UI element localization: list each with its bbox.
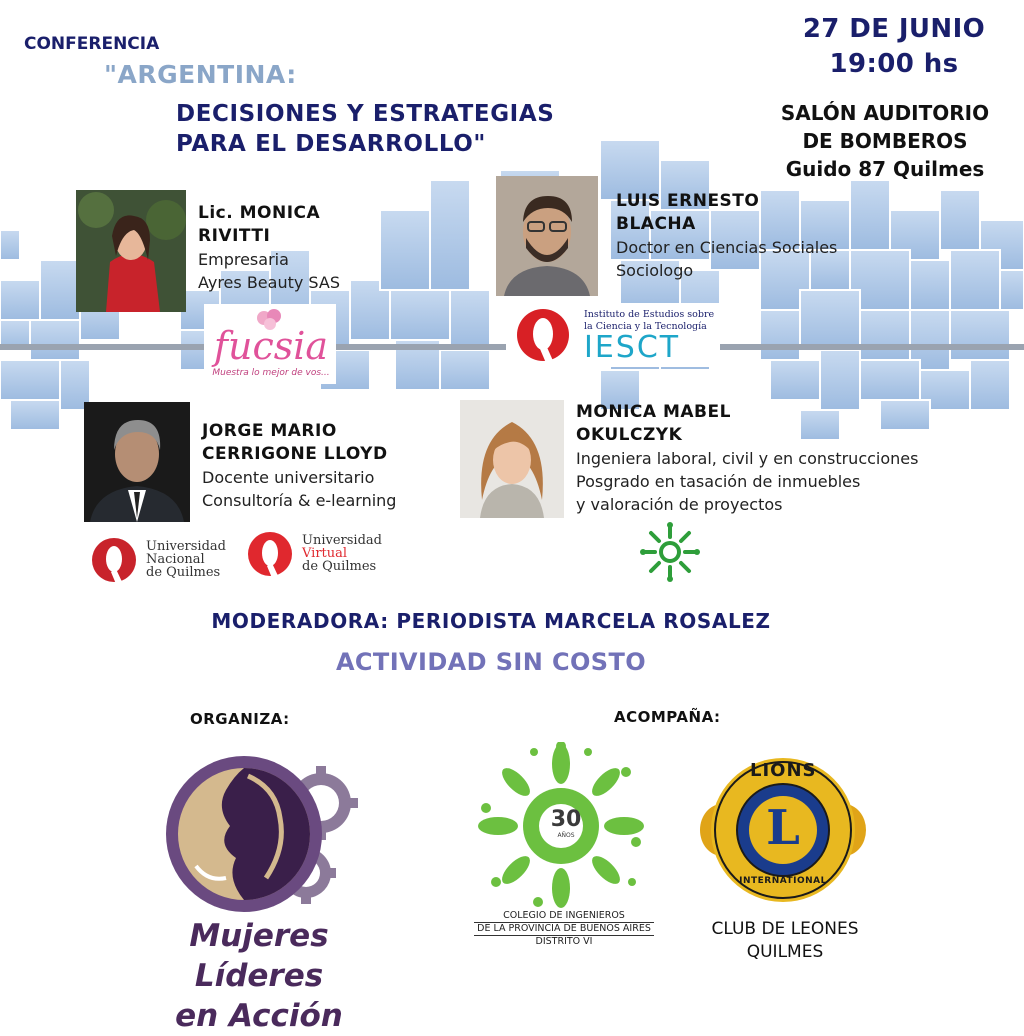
badge-word: AÑOS (557, 832, 575, 839)
speaker-desc-line1: Empresaria (198, 250, 289, 269)
event-date: 27 DE JUNIO (802, 14, 986, 44)
speaker-cerrigone (202, 420, 396, 512)
venue-line2: DE BOMBEROS (802, 129, 968, 153)
title-line1: "ARGENTINA: (104, 60, 297, 89)
speaker-name-line1: Lic. MONICA (198, 203, 321, 223)
speaker-photo-rivitti (76, 190, 186, 312)
iesct-line2: la Ciencia y la Tecnología (584, 321, 707, 332)
org-name-line1: Mujeres Líderes (189, 918, 329, 994)
colegio-line2: DE LA PROVINCIA DE BUENOS AIRES (474, 922, 654, 936)
speaker-rivitti (198, 202, 340, 294)
colegio-line3: DISTRITO VI (535, 936, 593, 947)
club-line1: CLUB DE LEONES (711, 919, 859, 939)
free-activity: ACTIVIDAD SIN COSTO (335, 648, 647, 676)
speaker-blacha (616, 190, 837, 282)
unq-logo (90, 536, 240, 586)
venue-line1: SALÓN AUDITORIO (780, 101, 990, 125)
acompana-label: ACOMPAÑA: (614, 708, 721, 726)
unq-line1: Universidad (146, 539, 226, 554)
uvq-line2: Virtual (302, 546, 348, 561)
speaker-name-line2: RIVITTI (198, 226, 271, 246)
lions-bottom-text: INTERNATIONAL (739, 876, 827, 886)
fucsia-tagline: Muestra lo mejor de vos... (212, 368, 330, 378)
moderator: MODERADORA: PERIODISTA MARCELA ROSALEZ (211, 609, 771, 633)
speaker-name-line1: MONICA MABEL (576, 402, 731, 422)
speaker-desc-line1: Ingeniera laboral, civil y en construcciones (576, 449, 919, 468)
event-time: 19:00 hs (829, 49, 959, 79)
colegio-name (474, 910, 654, 948)
badge-number: 30 (550, 807, 582, 832)
speaker-desc-line2: Consultoría & e-learning (202, 491, 397, 510)
event-datetime (780, 12, 1008, 82)
title-line2: DECISIONES Y ESTRATEGIAS (176, 101, 555, 127)
speaker-desc-line3: y valoración de proyectos (576, 495, 783, 514)
speaker-desc-line2: Sociologo (616, 261, 694, 280)
speaker-photo-blacha (496, 176, 598, 296)
iesct-q-icon (514, 307, 572, 365)
iesct-acronym: IESCT (584, 330, 681, 365)
club-line2: QUILMES (746, 942, 824, 962)
org-name (120, 916, 398, 1036)
speaker-name-line1: LUIS ERNESTO (616, 191, 760, 211)
organiza-label: ORGANIZA: (190, 710, 290, 728)
uvq-logo (246, 530, 396, 580)
speaker-name-line2: CERRIGONE LLOYD (202, 444, 388, 464)
title-line3: PARA EL DESARROLLO" (176, 131, 487, 157)
speaker-photo-okulczyk (460, 400, 564, 518)
uvq-q-icon (246, 530, 294, 580)
lions-top-text: LIONS (750, 760, 817, 781)
fucsia-name: fucsia (213, 324, 329, 368)
org-name-line2: en Acción (175, 998, 343, 1034)
uvq-line3: de Quilmes (302, 559, 377, 574)
speaker-okulczyk (576, 401, 918, 516)
speaker-desc-line1: Docente universitario (202, 468, 375, 487)
mujeres-lideres-logo (156, 748, 366, 918)
conference-label: CONFERENCIA (24, 34, 160, 54)
unq-line3: de Quilmes (146, 565, 221, 580)
speaker-desc-line2: Ayres Beauty SAS (198, 273, 340, 292)
iesct-line1: Instituto de Estudios sobre (584, 309, 715, 320)
iesct-logo (506, 303, 720, 367)
speaker-name-line1: JORGE MARIO (202, 421, 337, 441)
title-subtitle (176, 99, 554, 159)
colegio-line1: COLEGIO DE INGENIEROS (503, 910, 625, 921)
fucsia-logo (204, 304, 336, 384)
speaker-photo-cerrigone (84, 402, 190, 522)
speaker-desc-line1: Doctor en Ciencias Sociales (616, 238, 838, 257)
lions-letter: L (766, 800, 800, 856)
speaker-desc-line2: Posgrado en tasación de inmuebles (576, 472, 861, 491)
uvq-line1: Universidad (302, 533, 382, 548)
venue (750, 99, 1020, 183)
unq-q-icon (90, 536, 138, 586)
speaker-name-line2: OKULCZYK (576, 425, 683, 445)
speaker-name-line2: BLACHA (616, 214, 696, 234)
club-name (700, 918, 870, 964)
unq-line2: Nacional (146, 552, 205, 567)
venue-line3: Guido 87 Quilmes (785, 157, 985, 181)
green-sun-icon (640, 522, 700, 582)
